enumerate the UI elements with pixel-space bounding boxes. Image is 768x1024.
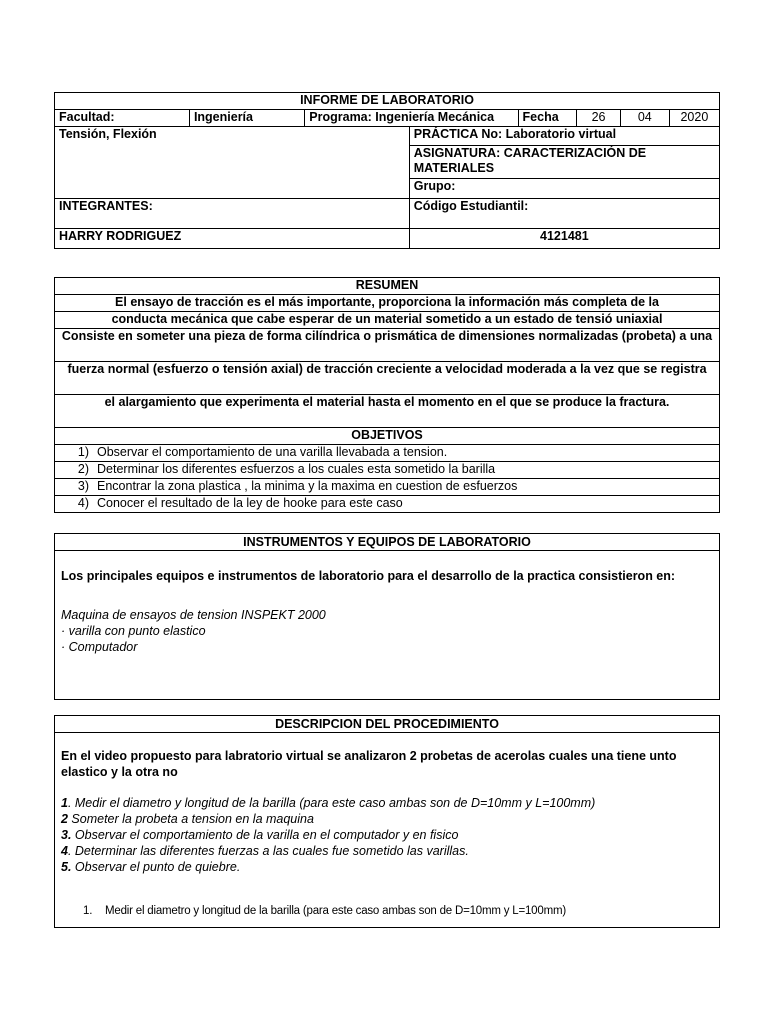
integrantes-label: INTEGRANTES: (55, 199, 410, 229)
facultad-label: Facultad: (55, 110, 190, 127)
report-title: INFORME DE LABORATORIO (55, 93, 720, 110)
student-code: 4121481 (409, 229, 719, 249)
step-num: 1 (61, 796, 68, 810)
practica: PRÁCTICA No: Laboratorio virtual (409, 127, 719, 146)
step-text: Observar el punto de quiebre. (71, 860, 241, 874)
procedimiento-step (55, 827, 719, 843)
instrumentos-intro: Los principales equipos e instrumentos de laboratorio para el desarrollo de la practica consistieron en: (61, 569, 676, 583)
step-text: . Medir el diametro y longitud de la barilla (para este caso ambas son de D=10mm y L=100mm) (67, 796, 596, 810)
objetivo-text: Observar el comportamiento de una varilla llevabada a tension. (97, 445, 448, 459)
asignatura: ASIGNATURA: CARACTERIZACIÓN DE MATERIALES (409, 146, 719, 179)
procedimiento-section (54, 715, 720, 928)
resumen-table (54, 277, 720, 513)
header-table (54, 92, 720, 249)
fecha-month: 04 (620, 110, 669, 127)
objetivos-title: OBJETIVOS (55, 428, 720, 445)
resumen-row: El ensayo de tracción es el más importante, proporciona la información más completa de la (55, 295, 720, 312)
step-text: Someter la probeta a tension en la maquina (67, 812, 314, 826)
instrumento-item: · varilla con punto elastico (61, 624, 206, 638)
procedimiento-title: DESCRIPCION DEL PROCEDIMIENTO (55, 716, 719, 733)
step-text: Observar el comportamiento de la varilla en el computador y en fisico (71, 828, 459, 842)
tema: Tensión, Flexión (55, 127, 410, 199)
resumen-row: conducta mecánica que cabe esperar de un material sometido a un estado de tensió uniaxial (55, 312, 720, 329)
objetivo-item (55, 445, 720, 462)
numbered-step-num: 1. (83, 905, 93, 917)
objetivo-num: 4) (77, 496, 89, 510)
objetivo-num: 3) (77, 479, 89, 493)
step-num: 4 (61, 844, 68, 858)
facultad-value: Ingeniería (189, 110, 304, 127)
objetivo-item (55, 496, 720, 513)
instrumentos-title: INSTRUMENTOS Y EQUIPOS DE LABORATORIO (55, 534, 719, 551)
instrumento-item: Maquina de ensayos de tension INSPEKT 2000 (61, 608, 326, 622)
procedimiento-step (55, 859, 719, 875)
resumen-row: el alargamiento que experimenta el material hasta el momento en el que se produce la fractura. (55, 395, 720, 428)
procedimiento-step (55, 843, 719, 859)
objetivo-num: 2) (77, 462, 89, 476)
objetivo-num: 1) (77, 445, 89, 459)
step-text: . Determinar las diferentes fuerzas a las cuales fue sometido las varillas. (67, 844, 469, 858)
fecha-label: Fecha (518, 110, 577, 127)
step-num: 3. (61, 828, 72, 842)
objetivo-text: Determinar los diferentes esfuerzos a los cuales esta sometido la barilla (97, 462, 496, 476)
codigo-label: Código Estudiantil: (409, 199, 719, 229)
instrumento-item: · Computador (61, 640, 138, 654)
instrumentos-section (54, 533, 720, 700)
objetivo-item (55, 462, 720, 479)
fecha-year: 2020 (669, 110, 719, 127)
procedimiento-step (55, 811, 719, 827)
resumen-title: RESUMEN (55, 278, 720, 295)
numbered-step-text: Medir el diametro y longitud de la barilla (para este caso ambas son de D=10mm y L=100mm) (105, 905, 566, 917)
resumen-row: Consiste en someter una pieza de forma cilíndrica o prismática de dimensiones normalizadas (probeta) a una (55, 329, 720, 362)
step-num: 2 (61, 812, 68, 826)
objetivo-text: Conocer el resultado de la ley de hooke para este caso (97, 496, 403, 510)
student-name: HARRY RODRIGUEZ (55, 229, 410, 249)
programa: Programa: Ingeniería Mecánica (305, 110, 518, 127)
procedimiento-intro: En el video propuesto para labratorio virtual se analizaron 2 probetas de acerolas cuales una tiene unto elastico y la otra no (61, 749, 677, 779)
step-num: 5. (61, 860, 72, 874)
resumen-row: fuerza normal (esfuerzo o tensión axial) de tracción creciente a velocidad moderada a la vez que se registra (55, 362, 720, 395)
objetivo-item (55, 479, 720, 496)
fecha-day: 26 (577, 110, 621, 127)
grupo: Grupo: (409, 179, 719, 199)
objetivo-text: Encontrar la zona plastica , la minima y la maxima en cuestion de esfuerzos (97, 479, 518, 493)
numbered-step (55, 905, 719, 917)
procedimiento-step (55, 795, 719, 811)
